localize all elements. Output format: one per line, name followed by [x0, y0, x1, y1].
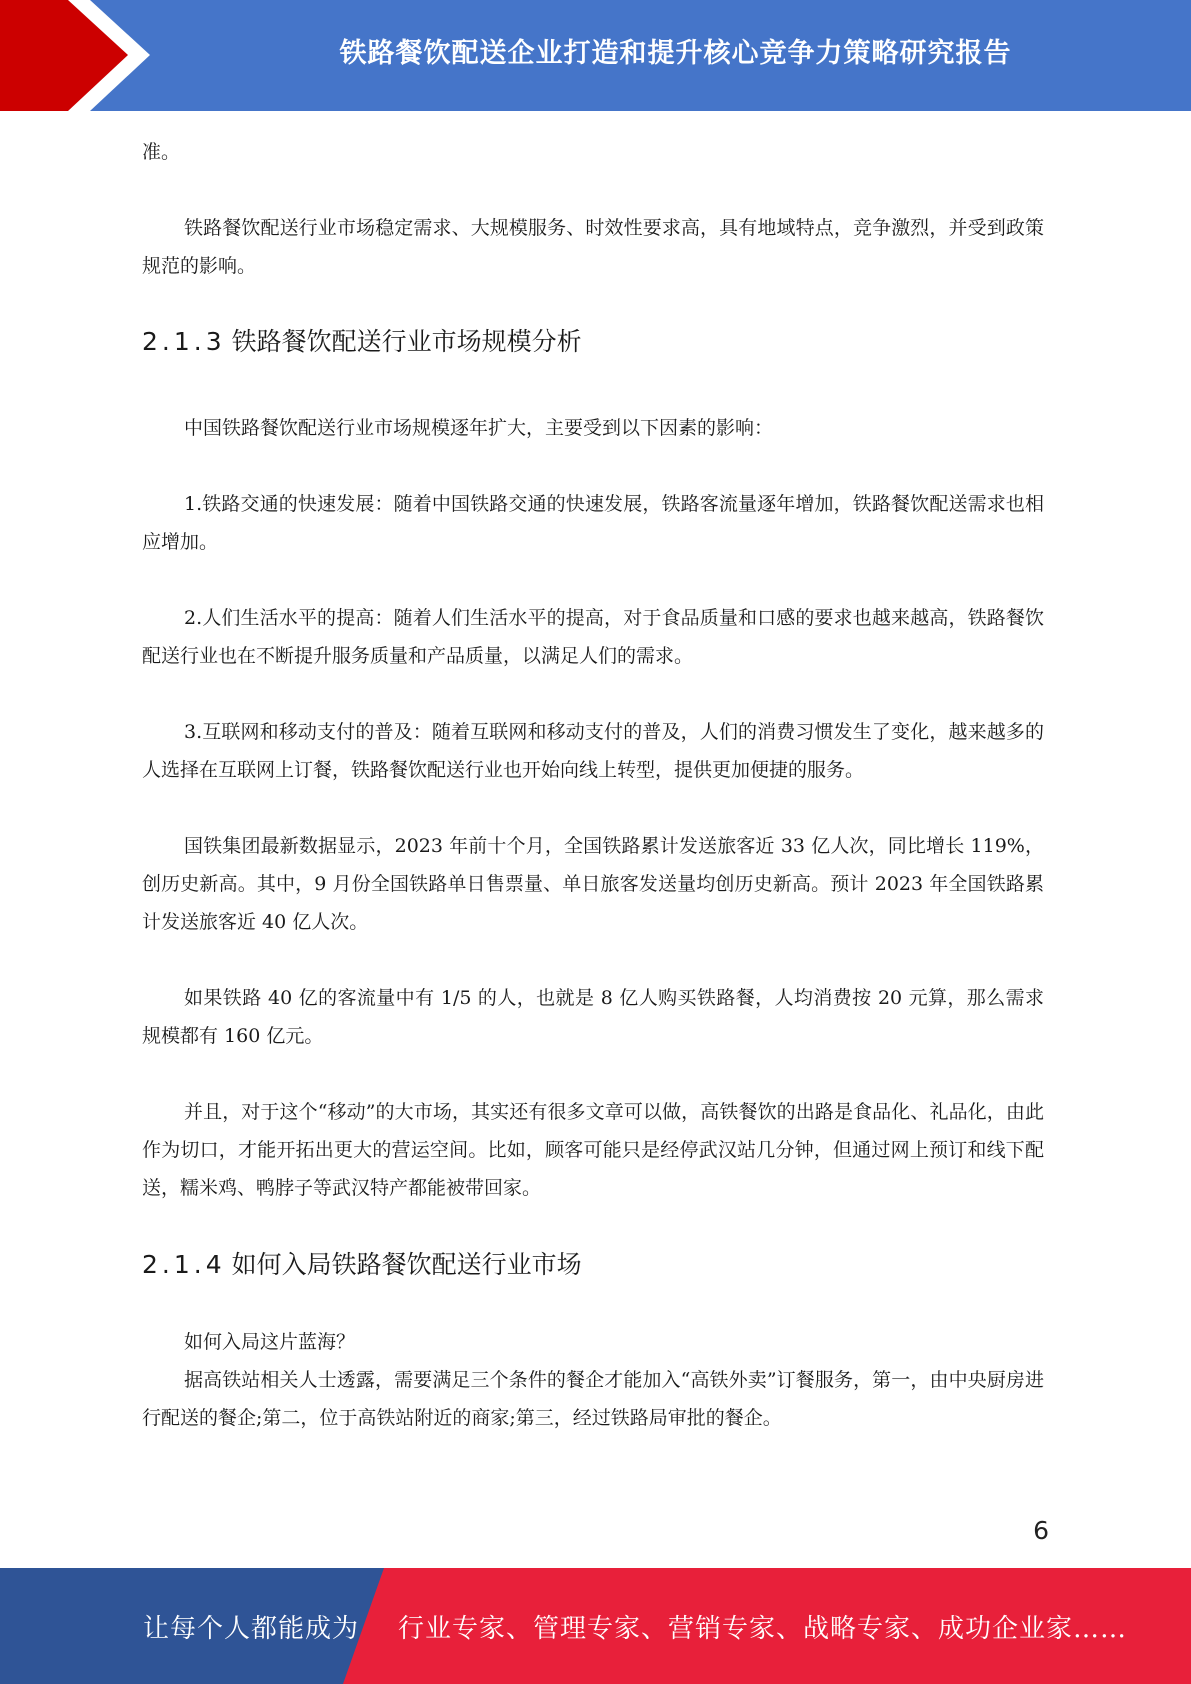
section-heading-2-1-4	[142, 1245, 1044, 1285]
page-number: 6	[1033, 1516, 1049, 1545]
section-title: 铁路餐饮配送行业市场规模分析	[231, 327, 582, 356]
section-number: 2.1.4	[142, 1250, 226, 1279]
paragraph-passenger-data: 国铁集团最新数据显示，2023 年前十个月，全国铁路累计发送旅客近 33 亿人次，同比增长 119%，创历史新高。其中，9 月份全国铁路单日售票量、单日旅客发送量均创历史新高。预计 2023 年全国铁路累计发送旅客近 40 亿人次。	[142, 835, 1044, 933]
red-arrow-decoration	[0, 0, 160, 111]
footer-slogan-right: 行业专家、管理专家、营销专家、战略专家、成功企业家……	[398, 1613, 1128, 1644]
page-footer	[0, 1568, 1191, 1684]
paragraph-conditions: 据高铁站相关人士透露，需要满足三个条件的餐企才能加入“高铁外卖”订餐服务，第一，由中央厨房进行配送的餐企;第二，位于高铁站附近的商家;第三，经过铁路局审批的餐企。	[142, 1369, 1044, 1429]
report-title: 铁路餐饮配送企业打造和提升核心竞争力策略研究报告	[339, 37, 1012, 69]
page-header	[0, 0, 1191, 111]
paragraph-factor-1: 1.铁路交通的快速发展：随着中国铁路交通的快速发展，铁路客流量逐年增加，铁路餐饮配送需求也相应增加。	[142, 493, 1044, 553]
footer-slogan-left: 让每个人都能成为	[143, 1613, 360, 1644]
section-title: 如何入局铁路餐饮配送行业市场	[231, 1250, 582, 1279]
paragraph-market-features: 铁路餐饮配送行业市场稳定需求、大规模服务、时效性要求高，具有地域特点，竞争激烈，并受到政策规范的影响。	[142, 217, 1044, 277]
section-heading-2-1-3	[142, 322, 1044, 362]
paragraph-question: 如何入局这片蓝海？	[184, 1331, 356, 1353]
paragraph-market-scale: 中国铁路餐饮配送行业市场规模逐年扩大，主要受到以下因素的影响：	[184, 417, 774, 439]
paragraph-factor-2: 2.人们生活水平的提高：随着人们生活水平的提高，对于食品质量和口感的要求也越来越高，铁路餐饮配送行业也在不断提升服务质量和产品质量，以满足人们的需求。	[142, 607, 1044, 667]
section-number: 2.1.3	[142, 327, 226, 356]
paragraph-factor-3: 3.互联网和移动支付的普及：随着互联网和移动支付的普及，人们的消费习惯发生了变化，越来越多的人选择在互联网上订餐，铁路餐饮配送行业也开始向线上转型，提供更加便捷的服务。	[142, 721, 1044, 781]
document-body	[142, 133, 1044, 1437]
paragraph-mobile-market: 并且，对于这个“移动”的大市场，其实还有很多文章可以做，高铁餐饮的出路是食品化、礼品化，由此作为切口，才能开拓出更大的营运空间。比如，顾客可能只是经停武汉站几分钟，但通过网上预订和线下配送，糯米鸡、鸭脖子等武汉特产都能被带回家。	[142, 1101, 1044, 1199]
paragraph-demand-calculation: 如果铁路 40 亿的客流量中有 1/5 的人，也就是 8 亿人购买铁路餐，人均消费按 20 元算，那么需求规模都有 160 亿元。	[142, 987, 1044, 1047]
paragraph-continuation: 准。	[142, 141, 181, 163]
